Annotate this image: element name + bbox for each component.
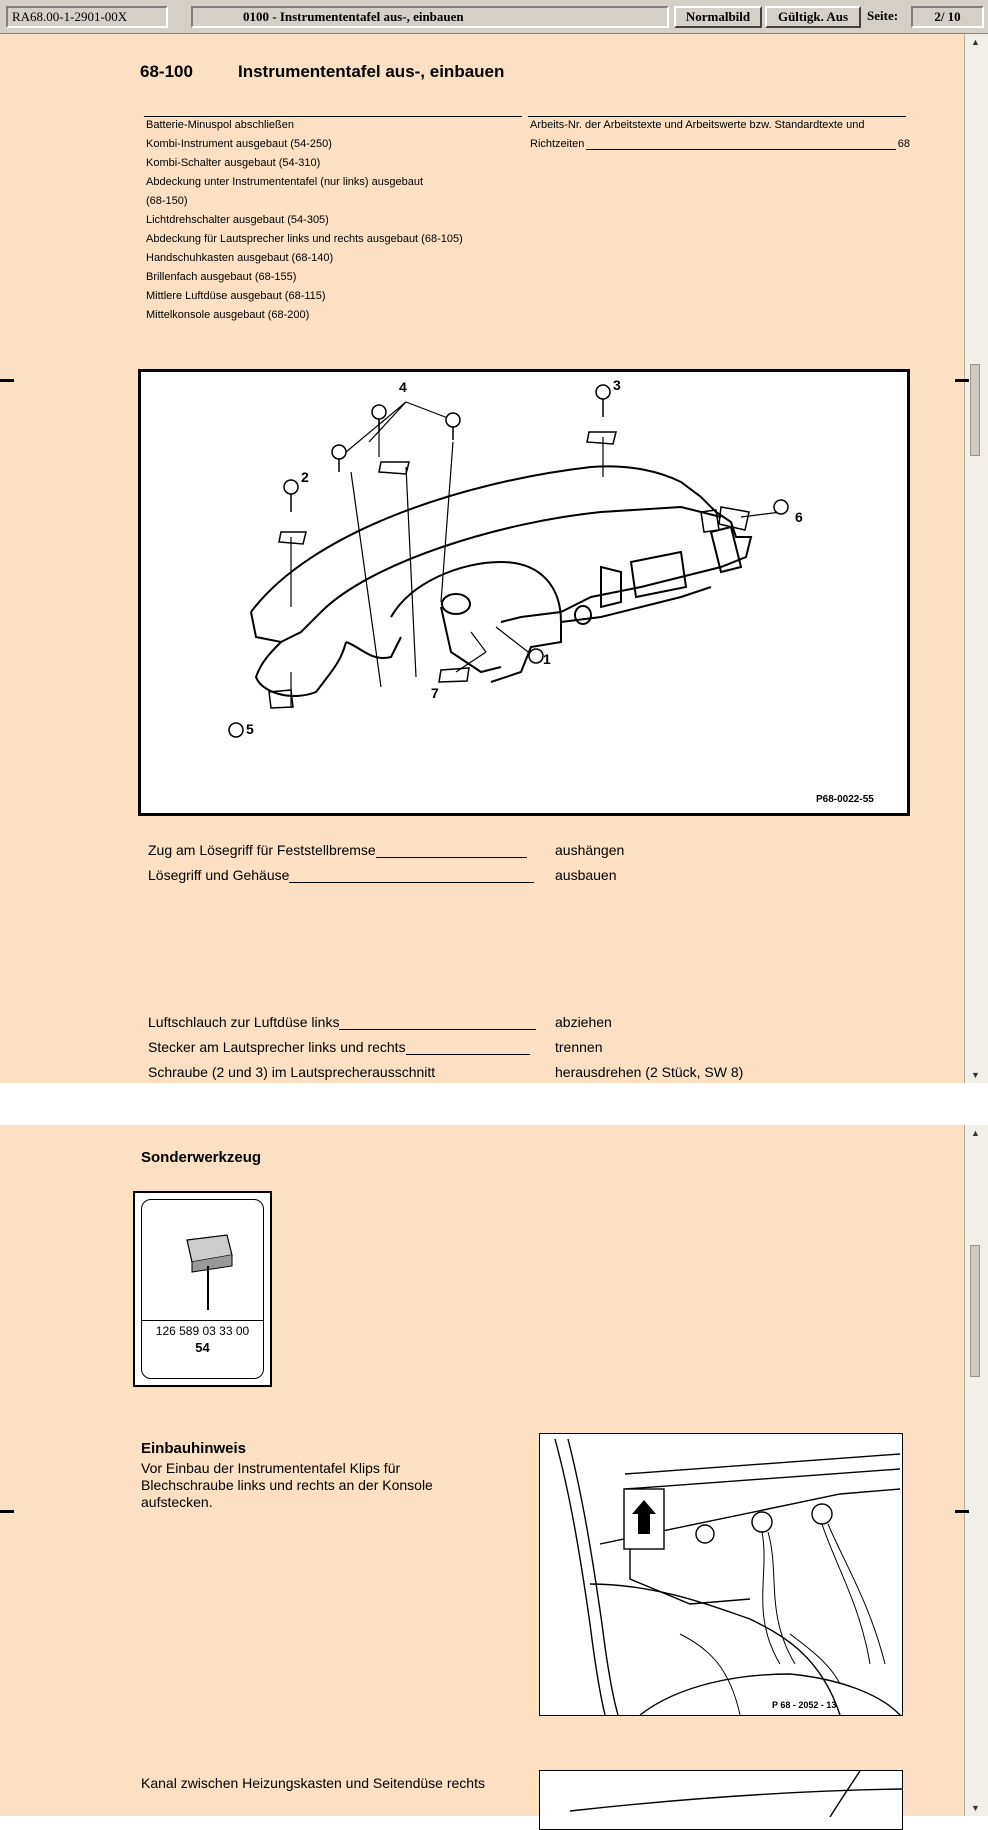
work-info <box>530 116 910 154</box>
validity-toggle-button[interactable]: Gültigk. Aus <box>765 6 861 28</box>
step-text: Schraube (2 und 3) im Lautsprecherausschnitt <box>148 1064 436 1080</box>
bottom-text: Kanal zwischen Heizungskasten und Seitendüse rechts <box>141 1775 485 1791</box>
step-row <box>148 1064 748 1080</box>
step-text: Stecker am Lautsprecher links und rechts <box>148 1039 406 1055</box>
work-info-line1: Arbeits-Nr. der Arbeitstexte und Arbeitswerte bzw. Standardtexte und <box>530 119 865 131</box>
work-info-label: Richtzeiten <box>530 138 585 150</box>
scroll-thumb[interactable] <box>970 364 980 456</box>
dashboard-exploded-figure <box>138 369 910 816</box>
step-row <box>148 1014 688 1030</box>
margin-mark-right <box>955 1510 969 1513</box>
install-figure <box>539 1433 903 1716</box>
work-info-fill <box>586 135 895 150</box>
list-item: Batterie-Minuspol abschließen <box>146 119 294 131</box>
special-tools-heading: Sonderwerkzeug <box>141 1149 262 1166</box>
step-row <box>148 842 688 858</box>
scroll-thumb[interactable] <box>970 1245 980 1377</box>
bottom-drawing <box>540 1771 902 1817</box>
list-item: Handschuhkasten ausgebaut (68-140) <box>146 252 334 264</box>
scroll-down-icon[interactable]: ▼ <box>971 1803 980 1813</box>
margin-mark-right <box>955 379 969 382</box>
step-row <box>148 867 688 883</box>
list-item: Brillenfach ausgebaut (68-155) <box>146 271 297 283</box>
install-note-text: Vor Einbau der Instrumententafel Klips für Blechschraube links und rechts an der Konsole aufstecken. <box>141 1460 433 1510</box>
step-fill <box>339 1016 536 1030</box>
list-item: (68-150) <box>146 195 188 207</box>
step-fill <box>406 1041 530 1055</box>
list-item: Kombi-Schalter ausgebaut (54-310) <box>146 157 321 169</box>
prerequisite-list <box>146 116 526 325</box>
doc-title-field[interactable]: 0100 - Instrumententafel aus-, einbauen <box>191 6 669 28</box>
normal-view-button[interactable]: Normalbild <box>674 6 762 28</box>
page-gap <box>0 1083 988 1125</box>
margin-mark-left <box>0 1510 14 1513</box>
callout-3: 3 <box>613 377 621 393</box>
list-item: Kombi-Instrument ausgebaut (54-250) <box>146 138 332 150</box>
document-page-2 <box>0 1125 965 1816</box>
tool-divider <box>142 1320 263 1321</box>
tool-code: 54 <box>195 1340 210 1355</box>
page-number-field[interactable]: 2/ 10 <box>911 6 984 28</box>
callout-2: 2 <box>301 469 309 485</box>
scroll-up-icon[interactable]: ▲ <box>971 37 980 47</box>
work-info-line2 <box>530 135 910 154</box>
step-row <box>148 1039 688 1055</box>
bottom-figure <box>539 1770 903 1830</box>
section-number: 68-100 <box>140 62 193 81</box>
page-label: Seite: <box>867 8 899 23</box>
tool-part-number: 126 589 03 33 00 <box>155 1324 250 1338</box>
toolbar <box>0 0 988 34</box>
install-drawing <box>540 1434 902 1715</box>
list-item: Mittlere Luftdüse ausgebaut (68-115) <box>146 290 326 302</box>
tool-icon <box>142 1200 267 1320</box>
step-action: abziehen <box>555 1014 612 1030</box>
step-action: trennen <box>555 1039 603 1055</box>
scroll-down-icon[interactable]: ▼ <box>971 1070 980 1080</box>
step-text: Zug am Lösegriff für Feststellbremse <box>148 842 376 858</box>
step-action: aushängen <box>555 842 625 858</box>
page-title: Instrumententafel aus-, einbauen <box>238 62 505 81</box>
step-action: herausdrehen (2 Stück, SW 8) <box>555 1064 744 1080</box>
dashboard-drawing <box>141 372 907 813</box>
step-fill <box>289 869 534 883</box>
step-action: ausbauen <box>555 867 617 883</box>
install-figure-code: P 68 - 2052 - 13 <box>772 1700 837 1710</box>
callout-6: 6 <box>795 509 803 525</box>
scroll-up-icon[interactable]: ▲ <box>971 1128 980 1138</box>
margin-mark-left <box>0 379 14 382</box>
work-info-value: 68 <box>897 138 910 150</box>
list-item: Abdeckung unter Instrumententafel (nur links) ausgebaut <box>146 176 423 188</box>
step-text: Lösegriff und Gehäuse <box>148 867 290 883</box>
step-text: Luftschlauch zur Luftdüse links <box>148 1014 340 1030</box>
callout-4: 4 <box>399 379 407 395</box>
tool-card <box>133 1191 272 1387</box>
doc-id-field[interactable]: RA68.00-1-2901-00X <box>6 6 168 28</box>
figure1-code: P68-0022-55 <box>816 794 874 805</box>
step-fill <box>376 844 527 858</box>
callout-7: 7 <box>431 685 439 701</box>
scrollbar-page-1[interactable] <box>964 34 988 1083</box>
callout-1: 1 <box>543 651 551 667</box>
scrollbar-page-2[interactable] <box>964 1125 988 1816</box>
install-note-heading: Einbauhinweis <box>141 1440 247 1457</box>
list-item: Mittelkonsole ausgebaut (68-200) <box>146 309 310 321</box>
callout-5: 5 <box>246 721 254 737</box>
list-item: Lichtdrehschalter ausgebaut (54-305) <box>146 214 329 226</box>
list-item: Abdeckung für Lautsprecher links und rechts ausgebaut (68-105) <box>146 233 463 245</box>
document-page-1 <box>0 34 965 1083</box>
